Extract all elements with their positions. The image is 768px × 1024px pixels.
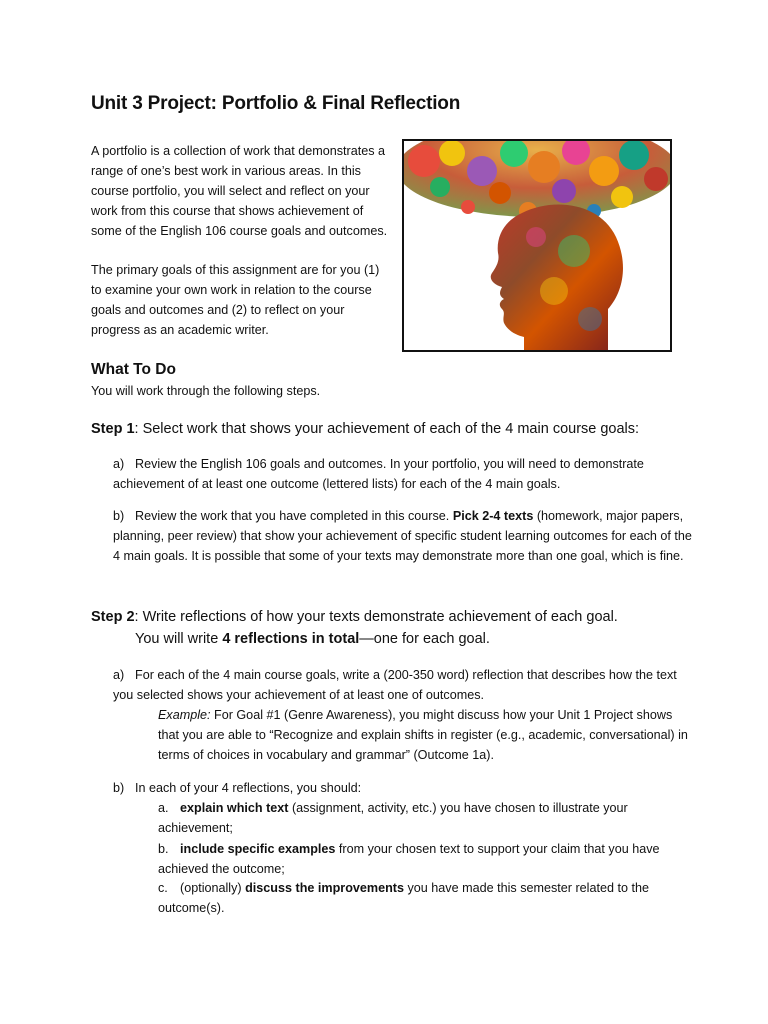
step-2-label: Step 2 [91, 609, 135, 625]
list-marker: c. [158, 881, 168, 895]
step-2-text: : Write reflections of how your texts demonstrate achievement of each goal. [134, 609, 618, 625]
head-illustration-icon [404, 141, 670, 350]
step-2-cont-bold: 4 reflections in total [222, 631, 360, 647]
what-to-do-heading: What To Do [91, 361, 176, 378]
step-1-text: : Select work that shows your achievement of each of the 4 main course goals: [134, 421, 640, 437]
step-2-sub-item-c [158, 878, 688, 918]
intro-paragraph-2: The primary goals of this assignment are for you (1) to examine your own work in relation to the course goals and outcomes and (2) to reflect on your progress as an academic writer. [91, 263, 380, 337]
step-1-heading [91, 418, 639, 440]
list-marker: b) [113, 509, 125, 523]
example-text: For Goal #1 (Genre Awareness), you might discuss how your Unit 1 Project shows that you are able to “Recognize and explain shifts in register (e.g., academic, conversational) in terms of choices in vocabulary and grammar” (Outcome 1a). [158, 708, 688, 762]
step-1-item-b-bold: Pick 2-4 texts [452, 509, 534, 523]
step-2-item-b [113, 778, 693, 798]
step-2-cont-pre: You will write [135, 631, 223, 647]
step-1-item-b [113, 506, 693, 566]
list-marker: a. [158, 801, 169, 815]
step-1-item-a-text: Review the English 106 goals and outcomes. In your portfolio, you will need to demonstrate achievement of at least one outcome (lettered lists) for each of the 4 main goals. [113, 457, 644, 491]
list-marker: a) [113, 457, 125, 471]
step-1-item-b-pre: Review the work that you have completed in this course. [135, 509, 453, 523]
step-2-sub-item-a [158, 798, 688, 838]
sub-a-post: (assignment, activity, etc.) you have chosen to illustrate your achievement; [158, 801, 628, 835]
step-2-sub-item-b [158, 839, 688, 879]
step-1-label: Step 1 [91, 421, 135, 437]
sub-c-bold: discuss the improvements [245, 881, 404, 895]
step-1-item-b-post: (homework, major papers, planning, peer review) that show your achievement of specific student learning outcomes for each of the 4 main goals. It is possible that some of your texts may demonstrate more than one goal, which is fine. [113, 509, 692, 563]
colorful-head-silhouette-image [402, 139, 672, 352]
step-2-example [158, 705, 688, 765]
list-marker: b) [113, 781, 125, 795]
step-2-heading [91, 606, 618, 650]
sub-b-post: from your chosen text to support your claim that you have achieved the outcome; [158, 842, 660, 876]
list-marker: b. [158, 842, 169, 856]
intro-paragraph-1: A portfolio is a collection of work that demonstrates a range of one’s best work in various areas. In this course portfolio, you will select and reflect on your work from this course that shows achievement of some of the English 106 course goals and outcomes. [91, 144, 388, 238]
step-1-item-a [113, 454, 693, 494]
sub-c-post: you have made this semester related to the outcome(s). [158, 881, 649, 915]
list-marker: a) [113, 668, 125, 682]
step-2-cont-post: —one for each goal. [359, 631, 490, 647]
sub-c-pre: (optionally) [180, 881, 246, 895]
step-2-item-a [113, 665, 693, 705]
step-2-item-a-text: For each of the 4 main course goals, write a (200-350 word) reflection that describes how the text you selected shows your achievement of at least one of outcomes. [113, 668, 677, 702]
what-to-do-lead: You will work through the following steps. [91, 384, 321, 398]
step-2-continuation [135, 628, 618, 650]
example-label: Example: [158, 708, 211, 722]
sub-a-bold: explain which text [180, 801, 289, 815]
page-title: Unit 3 Project: Portfolio & Final Reflection [91, 93, 461, 114]
step-2-item-b-text: In each of your 4 reflections, you should: [135, 781, 362, 795]
sub-b-bold: include specific examples [180, 842, 336, 856]
